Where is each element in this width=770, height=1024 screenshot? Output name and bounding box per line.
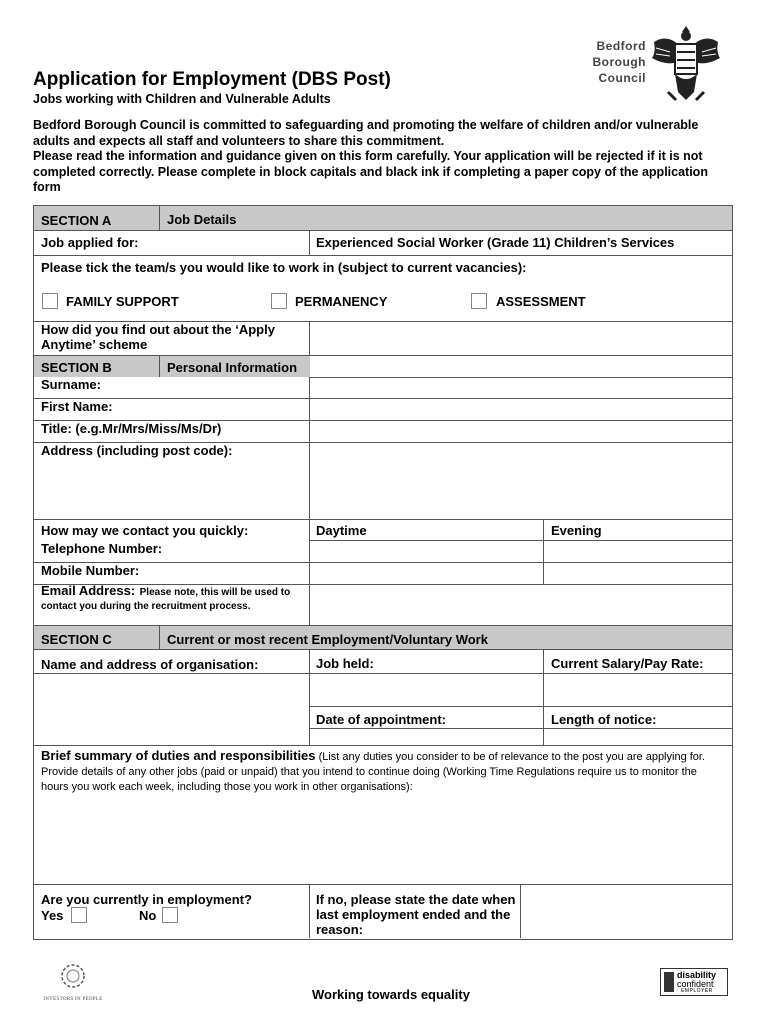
dc-line-2: confident [677,979,714,989]
section-c-heading: Current or most recent Employment/Voluntary Work [167,632,488,647]
assessment-label: ASSESSMENT [496,294,586,309]
assessment-checkbox[interactable] [471,293,487,309]
logo-line-3: Council [598,71,646,85]
employed-question: Are you currently in employment? [41,892,252,907]
organisation-label: Name and address of organisation: [41,657,259,672]
section-a-heading: Job Details [167,212,237,227]
council-logo [582,22,732,104]
footer-tagline: Working towards equality [312,987,470,1002]
mobile-label: Mobile Number: [41,563,140,578]
address-label: Address (including post code): [41,443,233,458]
contact-label: How may we contact you quickly: [41,523,249,538]
yes-label: Yes [41,908,64,923]
permanency-label: PERMANENCY [295,294,388,309]
duties-label [41,748,721,795]
found-scheme-label: How did you find out about the ‘Apply Anytime’ scheme [41,322,275,352]
notice-field[interactable] [545,729,731,744]
intro-guidance: Please read the information and guidance given on this form carefully. Your application will be rejected if it is not completed correctly. Please complete in block capitals and black ink if completing a paper copy of the application form [33,149,708,194]
job-held-field[interactable] [311,674,542,705]
laurel-wreath-icon [38,962,108,992]
date-appointment-field[interactable] [311,729,542,744]
telephone-daytime-field[interactable] [311,541,542,561]
page-subtitle: Jobs working with Children and Vulnerable Adults [33,92,331,106]
email-note: Please note, this will be used to contact you during the recruitment process. [41,587,291,612]
salary-label: Current Salary/Pay Rate: [551,656,704,671]
permanency-checkbox[interactable] [271,293,287,309]
telephone-label: Telephone Number: [41,541,163,556]
page-title: Application for Employment (DBS Post) [33,69,391,90]
surname-field[interactable] [311,378,731,397]
title-field[interactable] [311,421,731,441]
notice-label: Length of notice: [551,712,657,727]
job-applied-label: Job applied for: [41,235,139,250]
dc-line-1: disability [677,970,717,980]
yes-checkbox[interactable] [71,907,87,923]
email-label-block [41,585,303,613]
evening-label: Evening [551,523,602,538]
mobile-evening-field[interactable] [545,563,731,583]
teams-prompt: Please tick the team/s you would like to work in (subject to current vacancies): [41,260,527,275]
logo-line-2: Borough [592,55,646,69]
iip-text: INVESTORS IN PEOPLE [43,997,103,1002]
email-label: Email Address: [41,583,136,598]
job-applied-value[interactable]: Experienced Social Worker (Grade 11) Children’s Services [316,235,675,250]
daytime-label: Daytime [316,523,367,538]
logo-text [582,38,646,86]
section-b-label: SECTION B [41,360,112,375]
email-field[interactable] [311,585,731,624]
date-appointment-label: Date of appointment: [316,712,446,727]
job-held-label: Job held: [316,656,374,671]
family-support-label: FAMILY SUPPORT [66,294,179,309]
ifno-label: If no, please state the date when last employment ended and the reason: [316,892,516,937]
telephone-evening-field[interactable] [545,541,731,561]
organisation-field[interactable] [35,674,308,744]
duties-heading: Brief summary of duties and responsibilities [41,748,316,763]
intro-commitment: Bedford Borough Council is committed to safeguarding and promoting the welfare of children and/or vulnerable adults and expects all staff and volunteers to share this commitment. [33,118,699,148]
section-c-label: SECTION C [41,632,112,647]
found-scheme-field[interactable] [311,323,731,354]
salary-field[interactable] [545,674,731,705]
section-a-label: SECTION A [41,213,112,228]
dc-icon [664,972,674,992]
title-label: Title: (e.g.Mr/Mrs/Miss/Ms/Dr) [41,421,222,436]
family-support-checkbox[interactable] [42,293,58,309]
surname-label: Surname: [41,377,101,392]
section-b-heading: Personal Information [167,360,298,375]
ifno-field[interactable] [522,885,731,937]
address-field[interactable] [311,443,731,518]
first-name-field[interactable] [311,399,731,419]
mobile-daytime-field[interactable] [311,563,542,583]
duties-instructions: (List any duties you consider to be of relevance to the post you are applying for. Provide details of any other jobs (paid or unpaid) that you intend to continue doing (Working Time Regulations require us to monitor the hours you work each week, including those you work in other organisations): [41,751,706,793]
duties-field[interactable] [35,796,731,883]
eagle-crest-icon [648,22,724,104]
logo-line-1: Bedford [596,39,646,53]
first-name-label: First Name: [41,399,113,414]
no-label: No [139,908,157,923]
disability-confident-logo [660,968,728,996]
no-checkbox[interactable] [162,907,178,923]
dc-line-3: EMPLOYER [681,988,713,994]
investors-in-people-logo [38,962,108,1002]
